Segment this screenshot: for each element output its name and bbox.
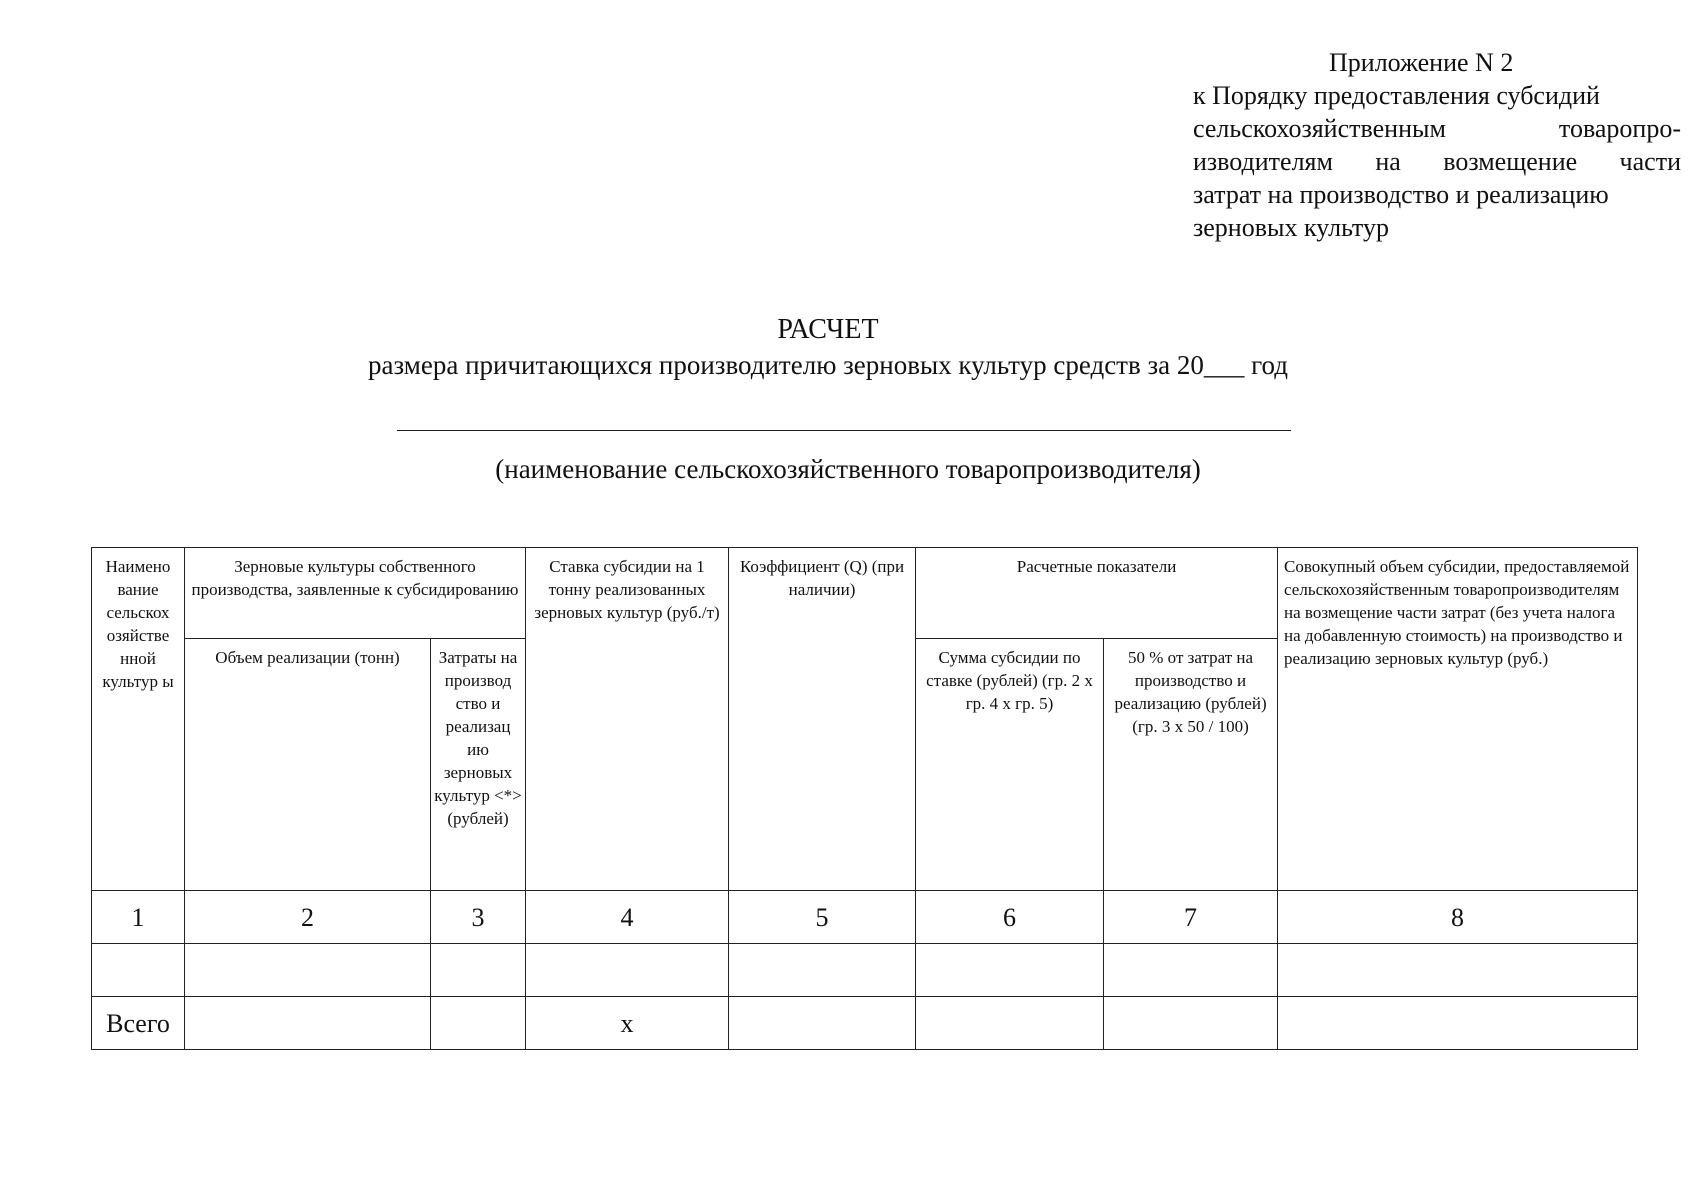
header-subsidy-by-rate: Сумма субсидии по ставке (рублей) (гр. 2 х гр. 4 х гр. 5): [916, 639, 1104, 891]
header-subsidy-rate: Ставка субсидии на 1 тонну реализованных зерновых культур (руб./т): [526, 548, 729, 891]
table-cell: [431, 944, 526, 997]
table-cell: [1278, 944, 1638, 997]
column-numbers-row: [92, 891, 1638, 944]
header-calculated-indicators: Расчетные показатели: [916, 548, 1278, 639]
header-own-crops-group: Зерновые культуры собственного производства, заявленные к субсидированию: [185, 548, 526, 639]
column-number: 3: [431, 891, 526, 944]
header-coefficient: Коэффициент (Q) (при наличии): [729, 548, 916, 891]
header-half-costs: 50 % от затрат на производство и реализацию (рублей) (гр. 3 х 50 / 100): [1104, 639, 1278, 891]
appendix-line-5: зерновых культур: [1193, 213, 1389, 242]
column-number: 8: [1278, 891, 1638, 944]
table-cell: [185, 997, 431, 1050]
appendix-line-3-word: изводителям: [1193, 147, 1333, 176]
table-cell: [92, 944, 185, 997]
producer-name-line: [397, 430, 1291, 431]
column-number: 6: [916, 891, 1104, 944]
table-cell: [1104, 997, 1278, 1050]
header-total-subsidy: Совокупный объем субсидии, предоставляемой сельскохозяйственным товаропроизводителям на возмещение части затрат (без учета налога на добавленную стоимость) на производство и реализацию зерновых культур (руб.): [1278, 548, 1638, 891]
table-cell: [729, 944, 916, 997]
column-number: 2: [185, 891, 431, 944]
column-number: 1: [92, 891, 185, 944]
appendix-number: Приложение N 2: [1329, 48, 1514, 77]
total-rate-cell: х: [526, 997, 729, 1050]
appendix-line-3: [1193, 145, 1681, 178]
table-cell: [729, 997, 916, 1050]
calculation-table: [91, 547, 1638, 1050]
appendix-line-1: к Порядку предоставления субсидий: [1193, 81, 1600, 110]
table-cell: [1104, 944, 1278, 997]
total-row: [92, 997, 1638, 1050]
appendix-line-2-left: сельскохозяйственным: [1193, 114, 1446, 143]
table-cell: [185, 944, 431, 997]
total-label: Всего: [92, 997, 185, 1050]
table-cell: [916, 997, 1104, 1050]
header-production-costs: Затраты на производ ство и реализац ию зерновых культур <*> (рублей): [431, 639, 526, 891]
appendix-header: [1193, 46, 1681, 244]
document-title: РАСЧЕТ: [777, 314, 879, 345]
document-subtitle: размера причитающихся производителю зерновых культур средств за 20___ год: [368, 350, 1288, 380]
table-cell: [916, 944, 1104, 997]
appendix-line-3-word: части: [1619, 147, 1681, 176]
empty-data-row: [92, 944, 1638, 997]
table-cell: [526, 944, 729, 997]
column-number: 7: [1104, 891, 1278, 944]
column-number: 4: [526, 891, 729, 944]
appendix-line-2-right: товаропро-: [1558, 114, 1681, 143]
column-number: 5: [729, 891, 916, 944]
table-cell: [1278, 997, 1638, 1050]
table-cell: [431, 997, 526, 1050]
appendix-line-3-word: возмещение: [1443, 147, 1578, 176]
appendix-line-3-word: на: [1375, 147, 1401, 176]
producer-name-caption: (наименование сельскохозяйственного товаропроизводителя): [495, 454, 1201, 484]
header-sales-volume: Объем реализации (тонн): [185, 639, 431, 891]
appendix-line-4: затрат на производство и реализацию: [1193, 180, 1609, 209]
appendix-line-2: [1193, 112, 1681, 145]
header-row-1: [92, 548, 1638, 639]
header-crop-name: Наимено вание сельскох озяйстве нной культур ы: [92, 548, 185, 891]
